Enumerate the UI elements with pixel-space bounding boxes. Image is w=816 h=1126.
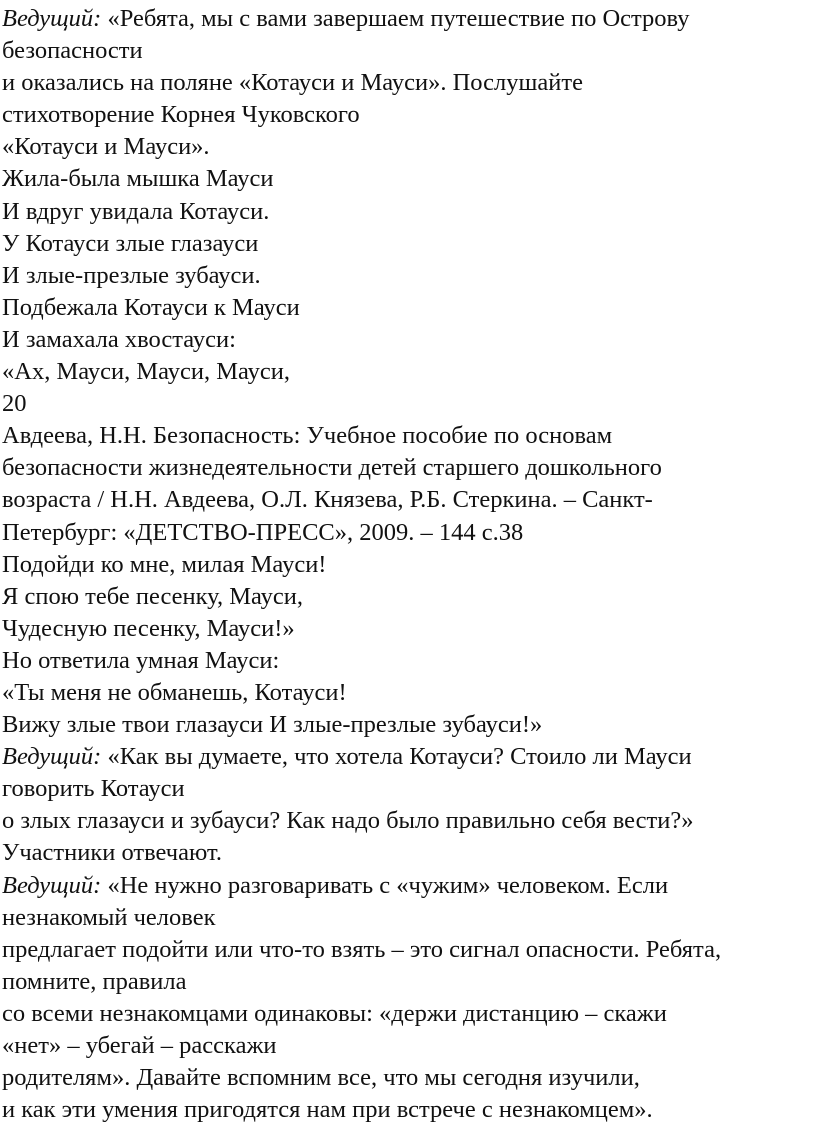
text-line <box>2 773 812 805</box>
text-line <box>2 741 812 773</box>
text-line <box>2 613 812 645</box>
text-line <box>2 356 812 388</box>
speaker-label: Ведущий: <box>2 5 102 32</box>
text-line <box>2 1062 812 1094</box>
text-line <box>2 934 812 966</box>
text-line <box>2 324 812 356</box>
line-text: «Котауси и Мауси». <box>2 133 210 161</box>
text-line <box>2 837 812 869</box>
line-text: о злых глазауси и зубауси? Как надо было правильно себя вести?» <box>2 807 694 835</box>
text-line <box>2 998 812 1030</box>
line-text: Чудесную песенку, Мауси!» <box>2 614 295 642</box>
line-text: безопасности <box>2 37 143 65</box>
text-line <box>2 131 812 163</box>
text-line <box>2 1030 812 1062</box>
line-text: незнакомый человек <box>2 903 216 931</box>
text-line <box>2 35 812 67</box>
line-text: «нет» – убегай – расскажи <box>2 1032 277 1059</box>
line-text: Подойди ко мне, милая Мауси! <box>2 550 327 578</box>
text-line <box>2 902 812 934</box>
line-text: Жила-была мышка Мауси <box>2 165 274 193</box>
text-line <box>2 870 812 902</box>
text-line <box>2 388 812 420</box>
text-line <box>2 292 812 324</box>
line-text: Петербург: «ДЕТСТВО-ПРЕСС», 2009. – 144 с.38 <box>2 518 524 546</box>
document-page <box>2 3 812 1126</box>
line-text: У Котауси злые глазауси <box>2 229 259 257</box>
line-text: И замахала хвостауси: <box>2 325 236 353</box>
line-text: «Не нужно разговаривать с «чужим» человеком. Если <box>101 871 669 899</box>
line-text: Но ответила умная Мауси: <box>2 646 280 674</box>
text-line <box>2 709 812 741</box>
text-line <box>2 484 812 516</box>
text-line <box>2 452 812 484</box>
line-text: предлагает подойти или что-то взять – это сигнал опасности. Ребята, <box>2 935 722 963</box>
line-text: 20 <box>2 390 27 418</box>
line-text: безопасности жизнедеятельности детей старшего дошкольного <box>2 454 662 482</box>
text-line <box>2 517 812 549</box>
text-line <box>2 805 812 837</box>
line-text: и как эти умения пригодятся нам при встрече с незнакомцем». <box>2 1096 653 1124</box>
text-line <box>2 645 812 677</box>
text-line <box>2 260 812 292</box>
line-text: И злые-презлые зубауси. <box>2 261 261 289</box>
text-line <box>2 99 812 131</box>
line-text: стихотворение Корнея Чуковского <box>2 101 360 129</box>
line-text: Участники отвечают. <box>2 839 222 867</box>
text-line <box>2 67 812 99</box>
text-line <box>2 163 812 195</box>
line-text: «Как вы думаете, что хотела Котауси? Стоило ли Мауси <box>101 743 692 771</box>
line-text: И вдруг увидала Котауси. <box>2 197 270 225</box>
line-text: возраста / Н.Н. Авдеева, О.Л. Князева, Р.Б. Стеркина. – Санкт- <box>2 486 653 514</box>
speaker-label: Ведущий: <box>2 743 102 771</box>
line-text: «Ты меня не обманешь, Котауси! <box>2 678 347 706</box>
line-text: «Ребята, мы с вами завершаем путешествие по Острову <box>101 5 690 32</box>
speaker-label: Ведущий: <box>2 871 102 899</box>
text-line <box>2 196 812 228</box>
text-line <box>2 228 812 260</box>
text-line <box>2 677 812 709</box>
line-text: Авдеева, Н.Н. Безопасность: Учебное пособие по основам <box>2 422 613 450</box>
text-line <box>2 581 812 613</box>
line-text: говорить Котауси <box>2 775 185 803</box>
line-text: Вижу злые твои глазауси И злые-презлые зубауси!» <box>2 711 543 739</box>
line-text: родителям». Давайте вспомним все, что мы сегодня изучили, <box>2 1064 640 1092</box>
line-text: Я спою тебе песенку, Мауси, <box>2 582 303 610</box>
text-line <box>2 420 812 452</box>
line-text: помните, правила <box>2 967 187 995</box>
line-text: и оказались на поляне «Котауси и Мауси». Послушайте <box>2 69 583 97</box>
line-text: Подбежала Котауси к Мауси <box>2 293 300 321</box>
text-line <box>2 549 812 581</box>
line-text: «Ах, Мауси, Мауси, Мауси, <box>2 358 291 386</box>
text-line <box>2 1094 812 1126</box>
text-line <box>2 3 812 35</box>
line-text: со всеми незнакомцами одинаковы: «держи дистанцию – скажи <box>2 999 667 1027</box>
text-line <box>2 966 812 998</box>
